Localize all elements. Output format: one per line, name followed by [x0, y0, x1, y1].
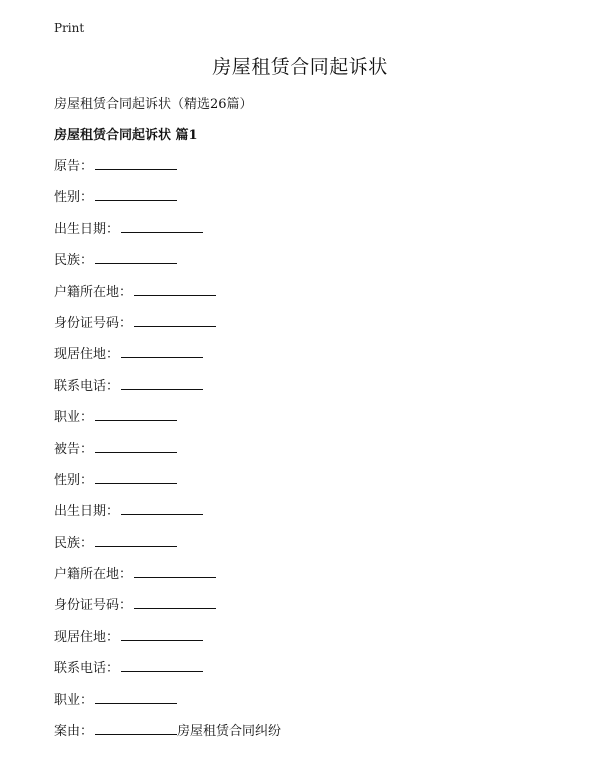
- field-row-defendant: [54, 439, 554, 470]
- blank-line: [95, 533, 177, 547]
- blank-line: [121, 344, 203, 358]
- field-row-defendant-phone: [54, 658, 554, 689]
- field-suffix: 房屋租赁合同纠纷: [177, 724, 282, 740]
- field-label: 案由：: [54, 724, 94, 740]
- field-row-plaintiff: [54, 156, 554, 187]
- field-row-plaintiff-id-number: [54, 313, 554, 344]
- form-fields: [54, 156, 554, 752]
- blank-line: [95, 187, 177, 201]
- field-row-plaintiff-phone: [54, 376, 554, 407]
- field-label: 现居住地：: [54, 347, 120, 363]
- field-label: 性别：: [54, 472, 94, 488]
- field-row-defendant-ethnicity: [54, 533, 554, 564]
- blank-line: [95, 439, 177, 453]
- field-row-plaintiff-gender: [54, 187, 554, 218]
- field-label: 原告：: [54, 159, 94, 174]
- field-row-plaintiff-domicile: [54, 282, 554, 313]
- field-row-defendant-domicile: [54, 564, 554, 595]
- field-row-defendant-gender: [54, 470, 554, 501]
- blank-line: [95, 156, 177, 170]
- field-label: 联系电话：: [54, 378, 120, 394]
- blank-line: [121, 501, 203, 515]
- document-subtitle: 房屋租赁合同起诉状（精选26篇）: [54, 97, 253, 112]
- field-label: 身份证号码：: [54, 598, 133, 614]
- field-row-plaintiff-occupation: [54, 407, 554, 438]
- blank-line: [95, 407, 177, 421]
- field-label: 性别：: [54, 190, 94, 206]
- field-row-defendant-occupation: [54, 690, 554, 721]
- blank-line: [95, 690, 177, 704]
- blank-line: [121, 219, 203, 233]
- field-row-cause-of-action: [54, 721, 554, 752]
- blank-line: [134, 564, 216, 578]
- blank-line: [121, 658, 203, 672]
- field-label: 民族：: [54, 535, 94, 551]
- blank-line: [95, 250, 177, 264]
- document-title: 房屋租赁合同起诉状: [212, 56, 388, 78]
- field-label: 身份证号码：: [54, 315, 133, 331]
- blank-line: [95, 721, 177, 735]
- print-link[interactable]: Print: [54, 21, 85, 35]
- field-row-plaintiff-birthdate: [54, 219, 554, 250]
- blank-line: [134, 595, 216, 609]
- field-row-plaintiff-residence: [54, 344, 554, 375]
- field-label: 民族：: [54, 253, 94, 269]
- field-label: 现居住地：: [54, 629, 120, 645]
- field-label: 联系电话：: [54, 661, 120, 677]
- blank-line: [121, 627, 203, 641]
- field-row-defendant-birthdate: [54, 501, 554, 532]
- blank-line: [121, 376, 203, 390]
- field-row-defendant-residence: [54, 627, 554, 658]
- field-label: 职业：: [54, 410, 94, 426]
- field-label: 职业：: [54, 692, 94, 708]
- field-label: 户籍所在地：: [54, 567, 133, 583]
- field-row-defendant-id-number: [54, 595, 554, 626]
- field-label: 户籍所在地：: [54, 284, 133, 300]
- field-label: 出生日期：: [54, 221, 120, 237]
- blank-line: [134, 313, 216, 327]
- field-row-plaintiff-ethnicity: [54, 250, 554, 281]
- blank-line: [134, 282, 216, 296]
- blank-line: [95, 470, 177, 484]
- field-label: 出生日期：: [54, 504, 120, 520]
- field-label: 被告：: [54, 441, 94, 457]
- section-heading: 房屋租赁合同起诉状 篇1: [54, 128, 198, 143]
